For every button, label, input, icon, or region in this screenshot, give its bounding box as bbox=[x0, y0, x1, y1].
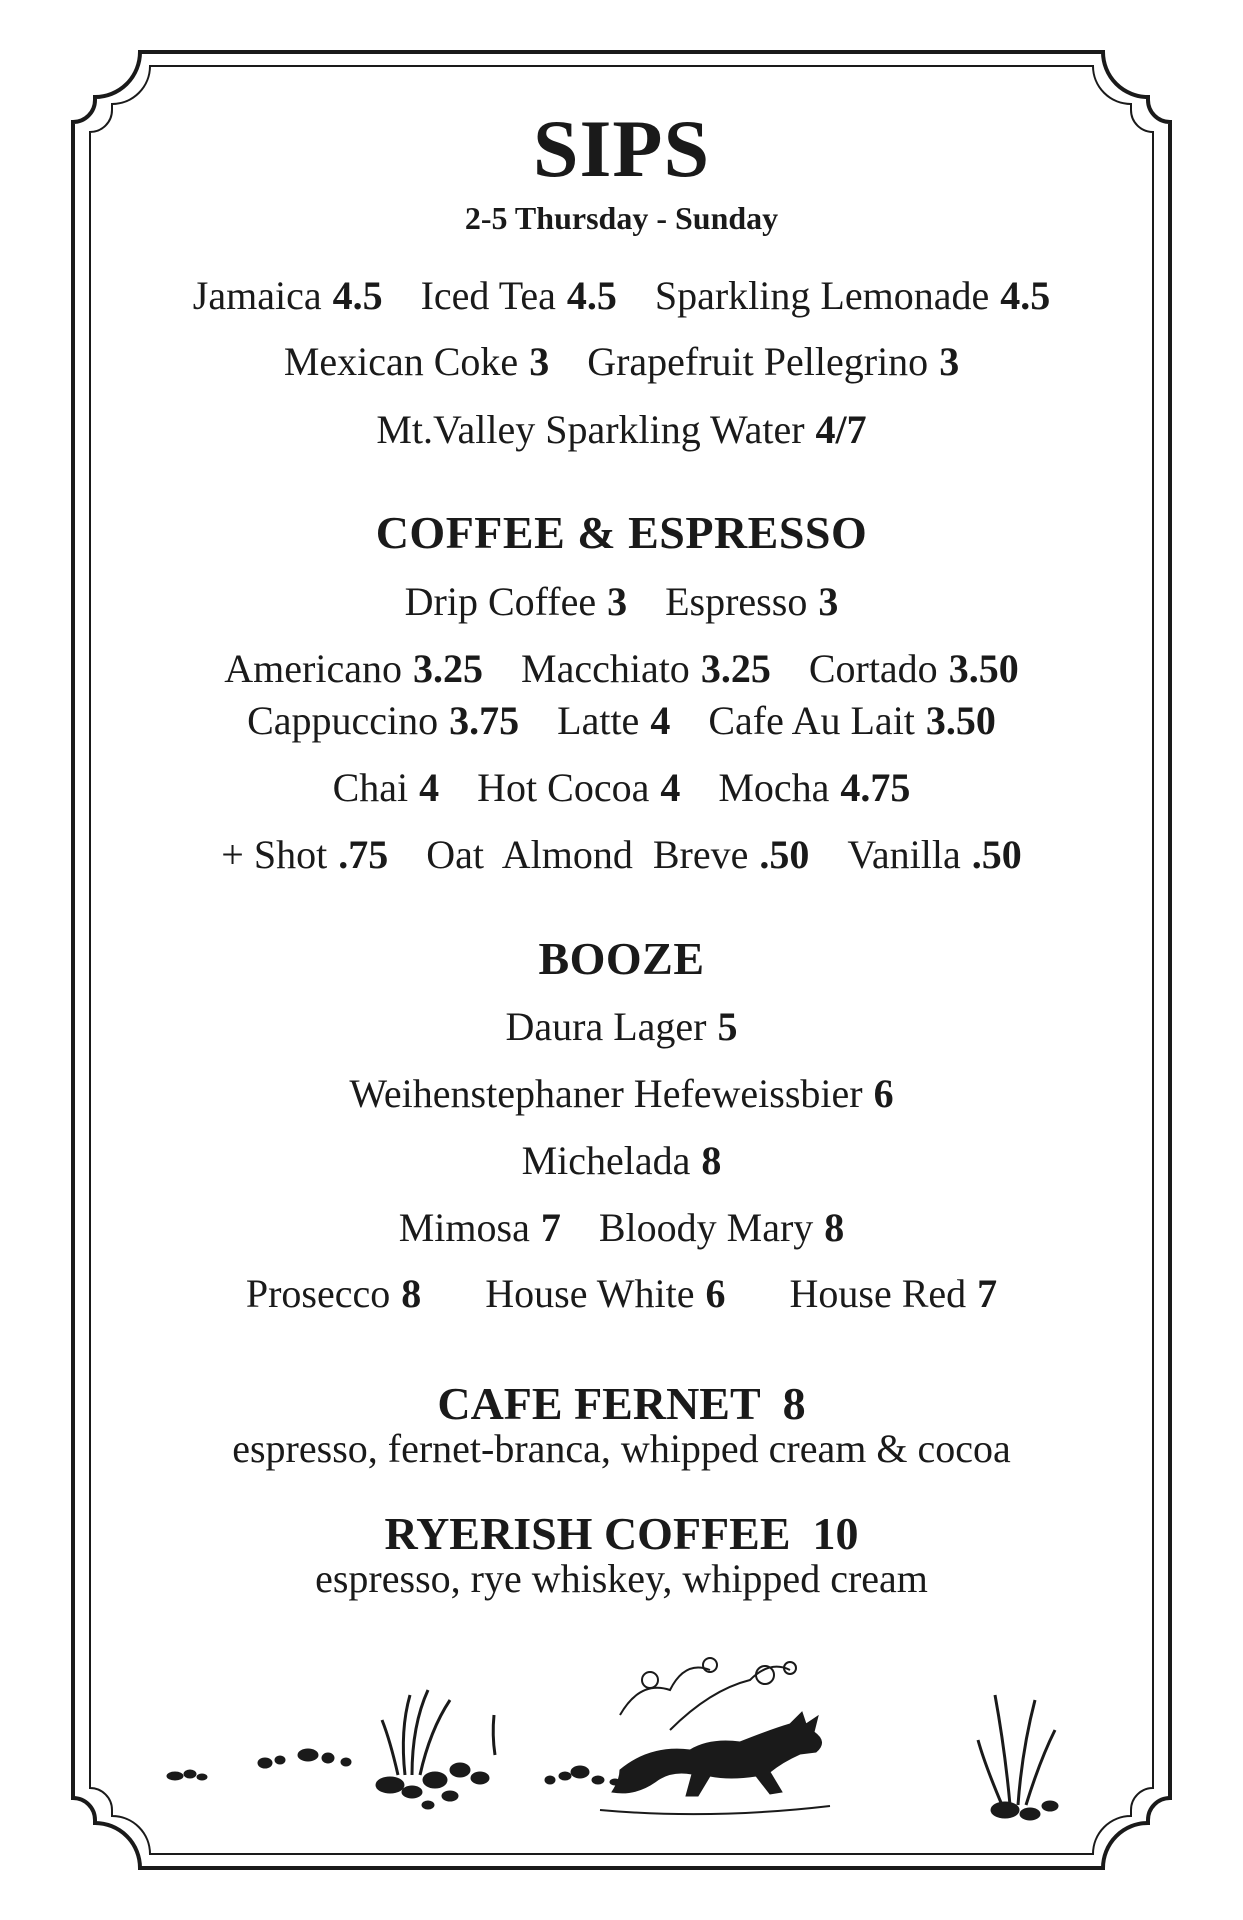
special-title-ryerish-coffee bbox=[150, 1507, 1093, 1560]
item-price: 8 bbox=[824, 1205, 845, 1250]
item-price: 4.5 bbox=[1000, 273, 1051, 318]
fox-icon bbox=[150, 1620, 1093, 1840]
item-name: Chai bbox=[332, 765, 409, 810]
item-name: Espresso bbox=[665, 579, 808, 624]
item-name: Oat Almond Breve bbox=[426, 832, 749, 877]
menu-title: SIPS bbox=[532, 103, 711, 194]
special-description: espresso, rye whiskey, whipped cream bbox=[315, 1556, 928, 1601]
item-name: Americano bbox=[224, 646, 402, 691]
item-price: 3 bbox=[607, 579, 628, 624]
menu-item bbox=[246, 1270, 421, 1317]
item-price: 4/7 bbox=[815, 407, 867, 452]
menu-item bbox=[221, 831, 388, 878]
special-title-cafe-fernet bbox=[150, 1377, 1093, 1430]
booze-row bbox=[150, 1070, 1093, 1117]
item-price: 8 bbox=[401, 1271, 422, 1316]
coffee-addons-row bbox=[150, 831, 1093, 878]
bush-icon bbox=[620, 1658, 796, 1730]
menu-item bbox=[809, 645, 1019, 692]
pebbles-icon bbox=[167, 1749, 351, 1780]
special-price: 8 bbox=[782, 1378, 806, 1429]
item-price: .75 bbox=[338, 832, 389, 877]
coffee-row bbox=[150, 645, 1093, 692]
special-price: 10 bbox=[812, 1508, 859, 1559]
menu-item bbox=[847, 831, 1021, 878]
item-price: 3.50 bbox=[948, 646, 1019, 691]
menu-item bbox=[522, 1137, 722, 1184]
item-name: Jamaica bbox=[192, 273, 322, 318]
menu-hours: 2-5 Thursday - Sunday bbox=[464, 200, 779, 236]
item-price: 8 bbox=[701, 1138, 722, 1183]
item-price: 7 bbox=[977, 1271, 998, 1316]
item-name: Daura Lager bbox=[505, 1004, 707, 1049]
menu-item bbox=[521, 645, 771, 692]
item-price: 4 bbox=[419, 765, 440, 810]
item-name: Cafe Au Lait bbox=[708, 698, 915, 743]
item-name: Drip Coffee bbox=[404, 579, 597, 624]
item-name: Bloody Mary bbox=[598, 1205, 814, 1250]
item-name: House Red bbox=[789, 1271, 967, 1316]
item-price: 4.5 bbox=[566, 273, 617, 318]
special-name: CAFE FERNET bbox=[437, 1378, 761, 1429]
sips-row bbox=[150, 338, 1093, 385]
item-name: Cortado bbox=[808, 646, 938, 691]
item-price: 6 bbox=[705, 1271, 726, 1316]
menu-item bbox=[506, 1003, 738, 1050]
booze-row bbox=[150, 1270, 1093, 1317]
item-price: 4 bbox=[650, 698, 671, 743]
coffee-row bbox=[150, 764, 1093, 811]
item-price: 3.50 bbox=[925, 698, 996, 743]
section-title-booze: BOOZE bbox=[538, 933, 705, 984]
menu-item bbox=[421, 272, 617, 319]
menu-item bbox=[376, 406, 866, 453]
item-price: 4.75 bbox=[840, 765, 911, 810]
item-price: 3.25 bbox=[413, 646, 483, 691]
item-name: Macchiato bbox=[521, 646, 690, 691]
item-name: Cappuccino bbox=[247, 698, 439, 743]
booze-row bbox=[150, 1003, 1093, 1050]
menu-item bbox=[708, 697, 996, 744]
menu-item bbox=[587, 338, 959, 385]
menu-item bbox=[655, 272, 1050, 319]
item-name: Vanilla bbox=[847, 832, 961, 877]
booze-row bbox=[150, 1137, 1093, 1184]
menu-item bbox=[426, 831, 809, 878]
item-name: Iced Tea bbox=[420, 273, 556, 318]
item-price: .50 bbox=[759, 832, 810, 877]
item-price: 3 bbox=[818, 579, 839, 624]
item-name: Mocha bbox=[718, 765, 830, 810]
sips-row bbox=[150, 406, 1093, 453]
item-price: .50 bbox=[971, 832, 1022, 877]
menu-item bbox=[485, 1270, 725, 1317]
item-name: Michelada bbox=[521, 1138, 691, 1183]
menu-item bbox=[405, 578, 627, 625]
item-name: Mt.Valley Sparkling Water bbox=[376, 407, 805, 452]
special-name: RYERISH COFFEE bbox=[384, 1508, 791, 1559]
item-name: Grapefruit Pellegrino bbox=[587, 339, 929, 384]
menu-item bbox=[284, 338, 549, 385]
item-price: 6 bbox=[873, 1071, 894, 1116]
item-name: House White bbox=[485, 1271, 695, 1316]
menu-item bbox=[477, 764, 680, 811]
item-price: 3.25 bbox=[700, 646, 771, 691]
item-price: 7 bbox=[540, 1205, 561, 1250]
sips-row bbox=[150, 272, 1093, 319]
booze-row bbox=[150, 1204, 1093, 1251]
menu-item bbox=[718, 764, 910, 811]
section-title-coffee: COFFEE & ESPRESSO bbox=[375, 507, 868, 558]
menu-item bbox=[247, 697, 519, 744]
item-price: 3 bbox=[529, 339, 550, 384]
coffee-row bbox=[150, 697, 1093, 744]
menu-item bbox=[349, 1070, 893, 1117]
grass-icon bbox=[382, 1690, 495, 1775]
item-price: 4.5 bbox=[332, 273, 383, 318]
menu-item bbox=[665, 578, 838, 625]
fox-body-icon bbox=[612, 1712, 822, 1796]
menu-item bbox=[599, 1204, 844, 1251]
item-name: Latte bbox=[557, 698, 640, 743]
item-name: Weihenstephaner Hefeweissbier bbox=[349, 1071, 863, 1116]
menu-item bbox=[333, 764, 440, 811]
menu-item bbox=[789, 1270, 997, 1317]
item-price: 3 bbox=[939, 339, 960, 384]
item-name: Mexican Coke bbox=[283, 339, 519, 384]
menu-item bbox=[224, 645, 483, 692]
special-description: espresso, fernet-branca, whipped cream & cocoa bbox=[232, 1426, 1011, 1471]
item-name: + Shot bbox=[221, 832, 328, 877]
item-price: 5 bbox=[717, 1004, 738, 1049]
item-name: Mimosa bbox=[398, 1205, 530, 1250]
item-price: 4 bbox=[660, 765, 681, 810]
menu-item bbox=[193, 272, 383, 319]
item-name: Sparkling Lemonade bbox=[654, 273, 990, 318]
item-price: 3.75 bbox=[449, 698, 520, 743]
menu-item bbox=[557, 697, 670, 744]
menu-item bbox=[399, 1204, 561, 1251]
item-name: Prosecco bbox=[245, 1271, 391, 1316]
item-name: Hot Cocoa bbox=[477, 765, 650, 810]
coffee-row bbox=[150, 578, 1093, 625]
stones-icon bbox=[376, 1763, 489, 1809]
